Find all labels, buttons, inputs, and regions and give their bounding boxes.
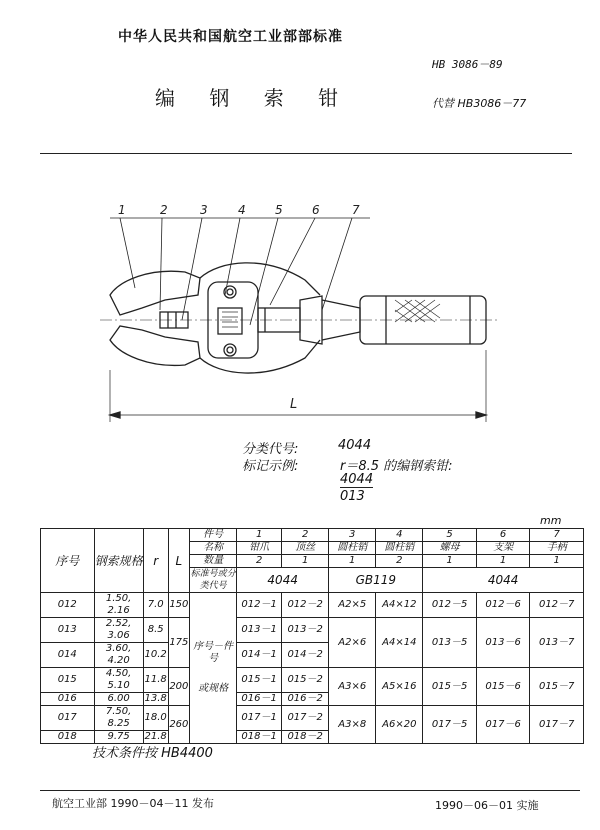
row-015-p4: A5×16 [376, 668, 423, 706]
row-013-p4: A4×14 [376, 618, 423, 668]
row-013-p7: 013－7 [530, 618, 584, 668]
part-num-5: 5 [423, 529, 477, 542]
row-012-p6: 012－6 [476, 593, 530, 618]
name-header: 名称 [190, 542, 237, 555]
row-017-p2: 017－2 [282, 706, 329, 731]
row-017-p4: A6×20 [376, 706, 423, 744]
qty-6: 1 [476, 555, 530, 568]
row-017-p6: 017－6 [476, 706, 530, 744]
row-014-p1: 014－1 [237, 643, 282, 668]
qty-5: 1 [423, 555, 477, 568]
part-num-1: 1 [237, 529, 282, 542]
row-013-seq: 013 [41, 618, 95, 643]
row-018-r: 21.8 [144, 731, 167, 742]
row-012-p5: 012－5 [423, 593, 477, 618]
col-spec-header: 钢索规格 [94, 529, 143, 593]
callout-5: 5 [275, 203, 283, 217]
row-017-p5: 017－5 [423, 706, 477, 744]
row-013-p1: 013－1 [237, 618, 282, 643]
spec-table [40, 528, 584, 744]
row-012-spec: 1.50, 2.16 [94, 593, 143, 618]
side-label-2: 或规格 [198, 683, 229, 694]
row-014-spec: 3.60, 4.20 [94, 643, 143, 668]
side-label [190, 593, 237, 744]
qty-3: 1 [329, 555, 376, 568]
callout-7: 7 [352, 203, 360, 217]
classification-value: 4044 [338, 438, 372, 453]
row-015-p1: 015－1 [237, 668, 282, 693]
replaces-note: 代替 HB3086－77 [432, 97, 527, 110]
row-012-r: 7.0 [143, 593, 168, 618]
part-num-7: 7 [530, 529, 584, 542]
row-017-p3: A3×8 [329, 706, 376, 744]
col-seq-header: 序号 [41, 529, 95, 593]
row-015-spec: 4.50, 5.10 [94, 668, 143, 693]
row-012-p4: A4×12 [376, 593, 423, 618]
row-015-p5: 015－5 [423, 668, 477, 706]
header-rule [40, 153, 572, 154]
row-017-r: 18.0 [143, 706, 168, 731]
example-text: r＝8.5 的编钢索钳: [340, 459, 453, 474]
row-013-p2: 013－2 [282, 618, 329, 643]
row-018-p2: 018－2 [282, 731, 329, 744]
row-016-p2: 016－2 [282, 693, 329, 706]
part-name-4: 圆柱销 [376, 542, 423, 555]
std-code-1: 4044 [237, 568, 329, 593]
row-018-p1: 018－1 [237, 731, 282, 744]
unit-label: mm [540, 514, 562, 527]
std-header: 标准号或分类代号 [190, 569, 236, 591]
dimension-l-label: L [290, 397, 298, 412]
part-name-7: 手柄 [530, 542, 584, 555]
part-num-2: 2 [282, 529, 329, 542]
row-015-L: 200 [168, 668, 190, 706]
callout-3: 3 [200, 203, 208, 217]
org-title: 中华人民共和国航空工业部部标准 [118, 29, 343, 45]
part-name-3: 圆柱销 [329, 542, 376, 555]
row-018-seq: 018 [41, 731, 95, 744]
row-015-p6: 015－6 [476, 668, 530, 706]
example-number-bottom: 013 [340, 489, 365, 504]
qty-1: 2 [237, 555, 282, 568]
col-r-header: r [143, 529, 168, 593]
row-013-r: 8.5 [143, 618, 168, 643]
row-015-seq: 015 [41, 668, 95, 693]
row-013-p5: 013－5 [423, 618, 477, 668]
pliers-drawing [90, 200, 510, 430]
row-013-spec: 2.52, 3.06 [94, 618, 143, 643]
issue-date: 航空工业部 1990－04－11 发布 [52, 797, 214, 810]
effective-date: 1990－06－01 实施 [435, 799, 539, 812]
row-013-L: 175 [168, 618, 190, 668]
row-012-L: 150 [168, 593, 190, 618]
part-name-1: 钳爪 [237, 542, 282, 555]
row-017-spec: 7.50, 8.25 [94, 706, 143, 731]
part-name-5: 螺母 [423, 542, 477, 555]
qty-4: 2 [376, 555, 423, 568]
row-016-seq: 016 [41, 693, 95, 706]
example-label: 标记示例: [242, 459, 299, 474]
callout-4: 4 [238, 203, 246, 217]
row-015-p7: 015－7 [530, 668, 584, 706]
std-code-3: 4044 [423, 568, 584, 593]
row-015-p3: A3×6 [329, 668, 376, 706]
row-012-p3: A2×5 [329, 593, 376, 618]
document-title: 编 钢 索 钳 [155, 86, 353, 110]
row-012-seq: 012 [41, 593, 95, 618]
part-num-4: 4 [376, 529, 423, 542]
row-013-p6: 013－6 [476, 618, 530, 668]
row-012-p1: 012－1 [237, 593, 282, 618]
part-name-6: 支架 [476, 542, 530, 555]
qty-header: 数量 [190, 555, 237, 568]
row-012-p7: 012－7 [530, 593, 584, 618]
side-label-1: 序号－件号 [193, 641, 234, 664]
row-014-p2: 014－2 [282, 643, 329, 668]
qty-7: 1 [530, 555, 584, 568]
part-name-2: 顶丝 [282, 542, 329, 555]
row-017-L: 260 [168, 706, 190, 744]
standard-number: HB 3086－89 [432, 58, 503, 71]
row-017-seq: 017 [41, 706, 95, 731]
callout-1: 1 [118, 203, 126, 217]
classification-label: 分类代号: [242, 442, 299, 457]
row-012-p2: 012－2 [282, 593, 329, 618]
row-017-p1: 017－1 [237, 706, 282, 731]
row-015-r: 11.8 [143, 668, 168, 693]
callout-6: 6 [312, 203, 320, 217]
callout-2: 2 [160, 203, 168, 217]
row-017-p7: 017－7 [530, 706, 584, 744]
example-number-top: 4044 [340, 472, 374, 487]
row-013-p3: A2×6 [329, 618, 376, 668]
row-014-seq: 014 [41, 643, 95, 668]
row-016-spec: 6.00 [94, 693, 143, 706]
row-015-p2: 015－2 [282, 668, 329, 693]
std-code-2: GB119 [329, 568, 423, 593]
qty-2: 1 [282, 555, 329, 568]
row-018-spec: 9.75 [94, 731, 143, 744]
part-num-6: 6 [476, 529, 530, 542]
col-L-header: L [168, 529, 190, 593]
part-no-header: 件号 [190, 529, 237, 542]
row-016-r: 13.8 [144, 693, 167, 704]
footer-rule [40, 790, 580, 791]
tech-condition: 技术条件按 HB4400 [92, 746, 213, 761]
part-num-3: 3 [329, 529, 376, 542]
row-014-r: 10.2 [143, 643, 168, 668]
row-016-p1: 016－1 [237, 693, 282, 706]
